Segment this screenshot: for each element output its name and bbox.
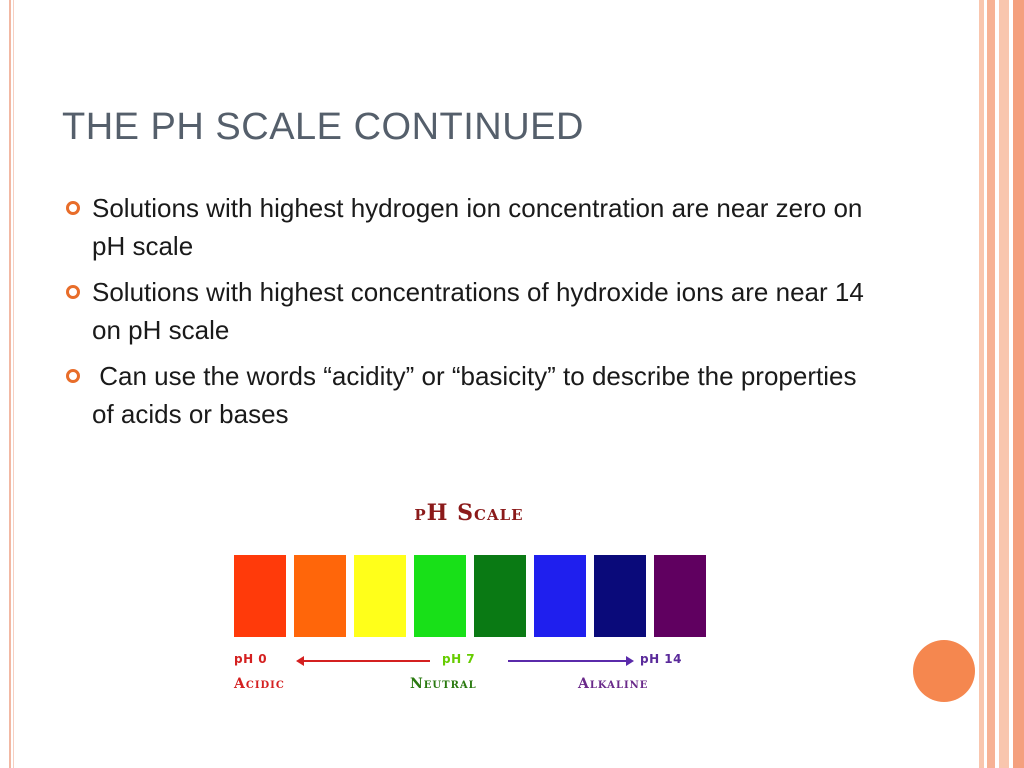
left-border-line-inner (13, 0, 14, 768)
bullet-circle-icon (66, 369, 80, 383)
bullet-text: Can use the words “acidity” or “basicity” to describe the properties of acids or bases (92, 361, 864, 429)
bullet-text: Solutions with highest concentrations of hydroxide ions are near 14 on pH scale (92, 277, 872, 345)
color-swatch (294, 555, 346, 637)
slide-title: THE PH SCALE CONTINUED (62, 106, 584, 148)
bullet-item (66, 357, 866, 433)
acidic-label: Acidic (234, 676, 285, 692)
figure-title: pH Scale (414, 500, 524, 526)
color-swatch (594, 555, 646, 637)
ph-0-label: pH 0 (234, 652, 268, 666)
color-swatch (414, 555, 466, 637)
bullet-text: Solutions with highest hydrogen ion concentration are near zero on pH scale (92, 193, 870, 261)
arrow-line-left (302, 660, 430, 662)
color-swatch (234, 555, 286, 637)
ph-scale-figure (230, 500, 710, 700)
decorative-orange-circle (913, 640, 975, 702)
bullet-item (66, 189, 870, 265)
arrow-right-icon (626, 656, 634, 666)
stripe (1013, 0, 1024, 768)
ph-7-label: pH 7 (442, 652, 476, 666)
bullet-circle-icon (66, 285, 80, 299)
scale-arrow-row (230, 652, 710, 672)
arrow-line-right (508, 660, 626, 662)
bullet-list (66, 189, 872, 441)
color-swatch (534, 555, 586, 637)
color-swatch (474, 555, 526, 637)
stripe (979, 0, 984, 768)
ph-14-label: pH 14 (640, 652, 683, 666)
color-swatch (354, 555, 406, 637)
bullet-circle-icon (66, 201, 80, 215)
left-border-line (9, 0, 11, 768)
stripe (987, 0, 995, 768)
stripe (999, 0, 1009, 768)
right-decorative-stripes (975, 0, 1024, 768)
alkaline-label: Alkaline (578, 676, 649, 692)
neutral-label: Neutral (410, 676, 477, 692)
color-swatch (654, 555, 706, 637)
bullet-item (66, 273, 872, 349)
